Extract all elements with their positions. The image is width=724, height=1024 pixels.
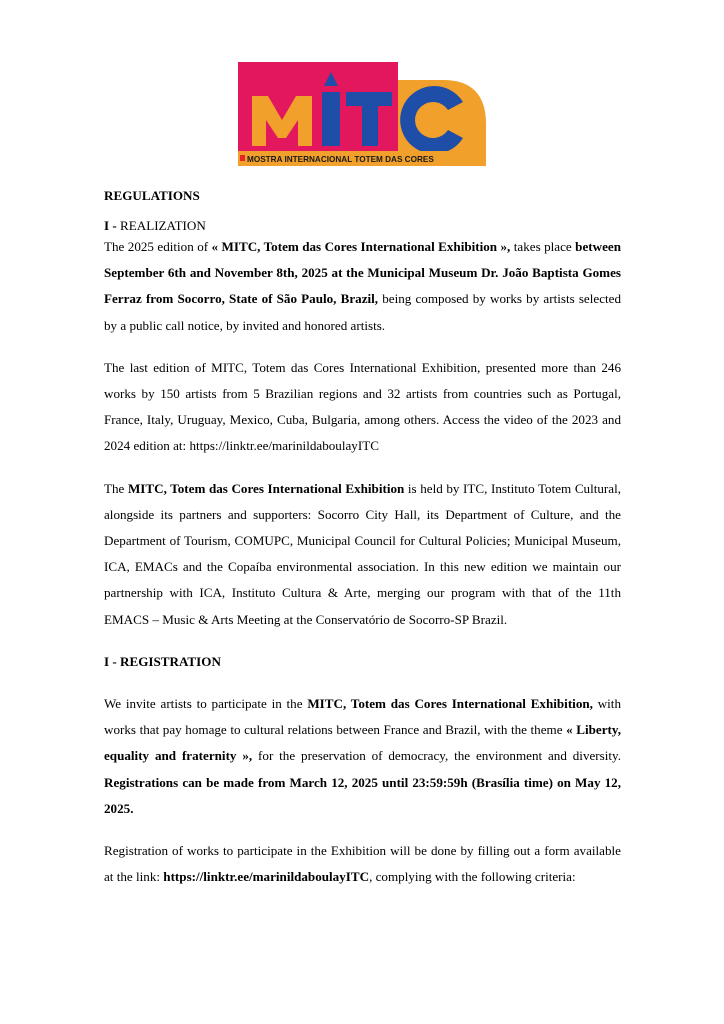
bold-run: MITC, Totem das Cores International Exhibition xyxy=(127,480,405,496)
section-heading-number: I - xyxy=(104,218,121,233)
text-run: takes place xyxy=(510,239,576,254)
paragraph-registration-1 xyxy=(104,691,621,822)
paragraph-registration-2 xyxy=(104,838,621,890)
section-heading-text: REALIZATION xyxy=(120,218,206,233)
text-run: Registration of works to participate in the Exhibition will be done by filling out a form available at the link: xyxy=(104,843,621,885)
text-run: with works that pay homage to cultural relations between France and Brazil, with the theme xyxy=(104,696,621,738)
bold-run: between September 6th and November 8th, 2025 at the Municipal Museum Dr. João Baptista Gomes Ferraz from Socorro, State of São Paulo, Brazil, xyxy=(104,239,621,307)
text-run: for the preservation of democracy, the environment and diversity. xyxy=(252,748,622,764)
document-title: REGULATIONS xyxy=(104,188,200,203)
text-run: The 2025 edition of xyxy=(104,239,212,254)
paragraph-realization-1 xyxy=(104,234,621,339)
text-run: is held by ITC, Instituto Totem Cultural, alongside its partners and supporters: Socorro City Hall, its Department of Culture, and the Department of Tourism, COMUPC, Municipal Council for Cultural Policies; Municipal Museum, ICA, EMACs and the Copaíba environmental association. In this new edition we maintain our partnership with ICA, Instituto Cultura & Arte, merging our program with that of the 11th EMACS – Music & Arts Meeting at the Conservatório de Socorro-SP Brazil. xyxy=(104,480,622,627)
bold-run: « MITC, Totem das Cores International Exhibition », xyxy=(211,239,511,254)
bold-run: MITC, Totem das Cores International Exhibition, xyxy=(307,696,593,712)
paragraph-realization-2: The last edition of MITC, Totem das Cores International Exhibition, presented more than 246 works by 150 artists from 5 Brazilian regions and 32 artists from countries such as Portugal, France, Italy, Uruguay, Mexico, Cuba, Bulgaria, among others. Access the video of the 2023 and 2024 edition at: https://linktr.ee/marinildaboulayITC xyxy=(104,359,621,454)
bold-run: « Liberty, equality and fraternity », xyxy=(104,722,621,764)
logo-band-text: MOSTRA INTERNACIONAL TOTEM DAS CORES xyxy=(247,155,434,164)
section-heading-registration: I - REGISTRATION xyxy=(104,653,221,669)
bold-run: Registrations can be made from March 12, 2025 until 23:59:59h (Brasília time) on May 12, 2025. xyxy=(104,774,621,816)
paragraph-realization-3 xyxy=(104,476,621,633)
section-heading-realization xyxy=(104,218,621,234)
text-run: The xyxy=(104,480,128,496)
mitc-logo xyxy=(238,62,486,168)
text-run: We invite artists to participate in the xyxy=(104,696,308,712)
regulations-document xyxy=(104,188,621,890)
text-run: , complying with the following criteria: xyxy=(369,869,576,885)
text-run: being composed by works by artists selected by a public call notice, by invited and honored artists. xyxy=(104,291,622,333)
registration-link[interactable]: https://linktr.ee/marinildaboulayITC xyxy=(163,869,370,885)
